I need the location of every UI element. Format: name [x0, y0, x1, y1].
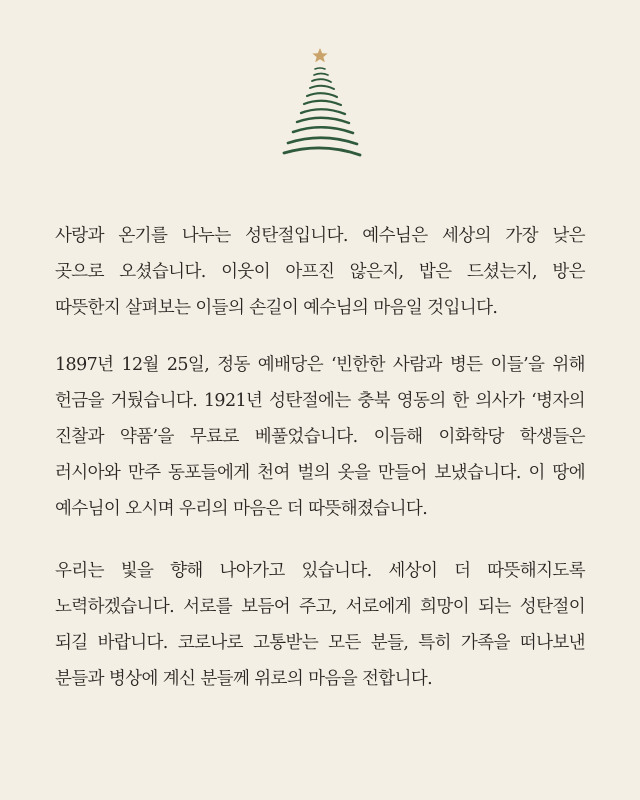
paragraph-3-line: 분들과 병상에 계신 분들께 위로의 마음을 전합니다. — [55, 669, 433, 689]
paragraph-2-line: 1897년 12월 25일, 정동 예배당은 ‘빈한한 사람과 병든 이들’을 위해 — [55, 355, 585, 375]
paragraph-3-line: 노력하겠습니다. 서로를 보듬어 주고, 서로에게 희망이 되는 성탄절이 — [55, 597, 585, 617]
paragraph-2-line: 헌금을 거뒀습니다. 1921년 성탄절에는 충북 영동의 한 의사가 ‘병자의 — [55, 391, 585, 411]
paragraph-2-line: 진찰과 약품’을 무료로 베풀었습니다. 이듬해 이화학당 학생들은 — [55, 427, 585, 447]
paragraph-1-line: 사랑과 온기를 나누는 성탄절입니다. 예수님은 세상의 가장 낮은 — [55, 226, 585, 246]
christmas-tree-icon — [260, 42, 380, 167]
paragraph-3-line: 우리는 빛을 향해 나아가고 있습니다. 세상이 더 따뜻해지도록 — [55, 561, 585, 581]
paragraph-2-line: 러시아와 만주 동포들에게 천여 벌의 옷을 만들어 보냈습니다. 이 땅에 — [55, 463, 585, 483]
paragraph-2 — [55, 347, 585, 527]
paragraph-1 — [55, 218, 585, 326]
paragraph-2-line: 예수님이 오시며 우리의 마음은 더 따뜻해졌습니다. — [55, 499, 428, 519]
paragraph-1-line: 곳으로 오셨습니다. 이웃이 아프진 않은지, 밥은 드셨는지, 방은 — [55, 262, 585, 282]
paragraph-3 — [55, 553, 585, 697]
paragraph-3-line: 되길 바랍니다. 코로나로 고통받는 모든 분들, 특히 가족을 떠나보낸 — [55, 633, 585, 653]
star-icon — [312, 48, 327, 62]
paragraph-1-line: 따뜻한지 살펴보는 이들의 손길이 예수님의 마음일 것입니다. — [55, 298, 498, 318]
